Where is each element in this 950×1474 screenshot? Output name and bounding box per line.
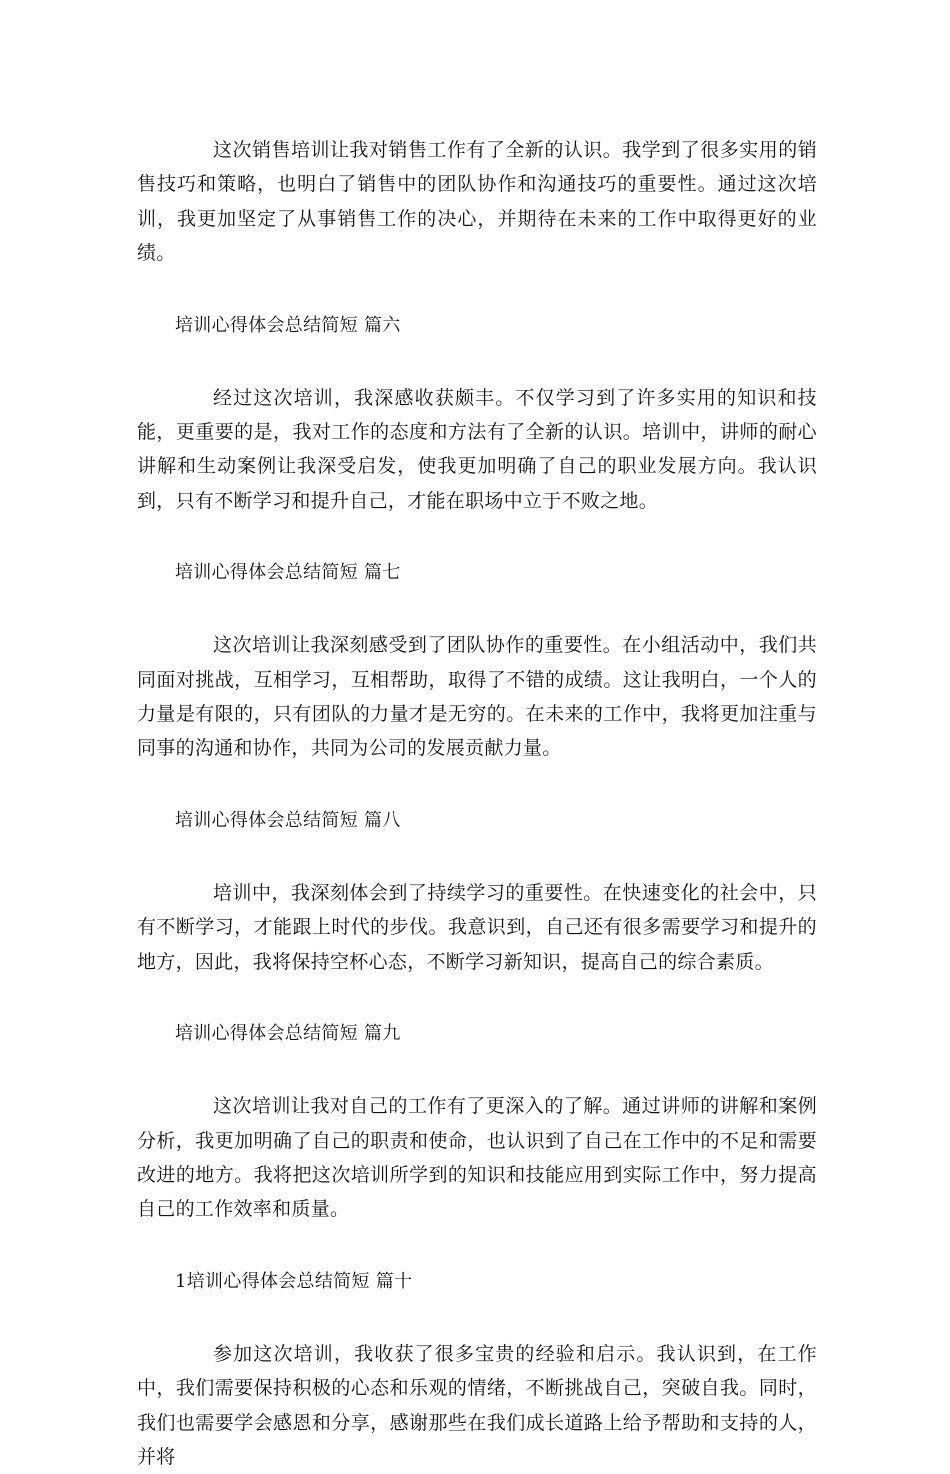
section-heading-8: 培训心得体会总结简短 篇八 (175, 809, 401, 831)
paragraph-7: 这次培训让我深刻感受到了团队协作的重要性。在小组活动中，我们共同面对挑战，互相学习，互相帮助，取得了不错的成绩。这让我明白，一个人的力量是有限的，只有团队的力量才是无穷的。在未来的工作中，我将更加注重与同事的沟通和协作，共同为公司的发展贡献力量。 (137, 634, 817, 760)
section-heading-9: 培训心得体会总结简短 篇九 (175, 1023, 401, 1045)
paragraph-9: 这次培训让我对自己的工作有了更深入的了解。通过讲师的讲解和案例分析，我更加明确了自己的职责和使命，也认识到了自己在工作中的不足和需要改进的地方。我将把这次培训所学到的知识和技能应用到实际工作中，努力提高自己的工作效率和质量。 (137, 1095, 817, 1221)
section-heading-10: 1培训心得体会总结简短 篇十 (175, 1270, 413, 1292)
paragraph-6: 经过这次培训，我深感收获颇丰。不仅学习到了许多实用的知识和技能，更重要的是，我对工作的态度和方法有了全新的认识。培训中，讲师的耐心讲解和生动案例让我深受启发，使我更加明确了自己的职业发展方向。我认识到，只有不断学习和提升自己，才能在职场中立于不败之地。 (137, 386, 817, 512)
section-heading-6: 培训心得体会总结简短 篇六 (175, 314, 401, 336)
paragraph-10: 参加这次培训，我收获了很多宝贵的经验和启示。我认识到，在工作中，我们需要保持积极的心态和乐观的情绪，不断挑战自己，突破自我。同时，我们也需要学会感恩和分享，感谢那些在我们成长道路上给予帮助和支持的人，并将 (137, 1342, 817, 1468)
section-heading-7: 培训心得体会总结简短 篇七 (175, 562, 401, 584)
paragraph-8: 培训中，我深刻体会到了持续学习的重要性。在快速变化的社会中，只有不断学习，才能跟上时代的步伐。我意识到，自己还有很多需要学习和提升的地方，因此，我将保持空杯心态，不断学习新知识，提高自己的综合素质。 (137, 881, 817, 973)
paragraph-intro: 这次销售培训让我对销售工作有了全新的认识。我学到了很多实用的销售技巧和策略，也明白了销售中的团队协作和沟通技巧的重要性。通过这次培训，我更加坚定了从事销售工作的决心，并期待在未来的工作中取得更好的业绩。 (137, 139, 817, 265)
document-body (137, 133, 817, 1474)
